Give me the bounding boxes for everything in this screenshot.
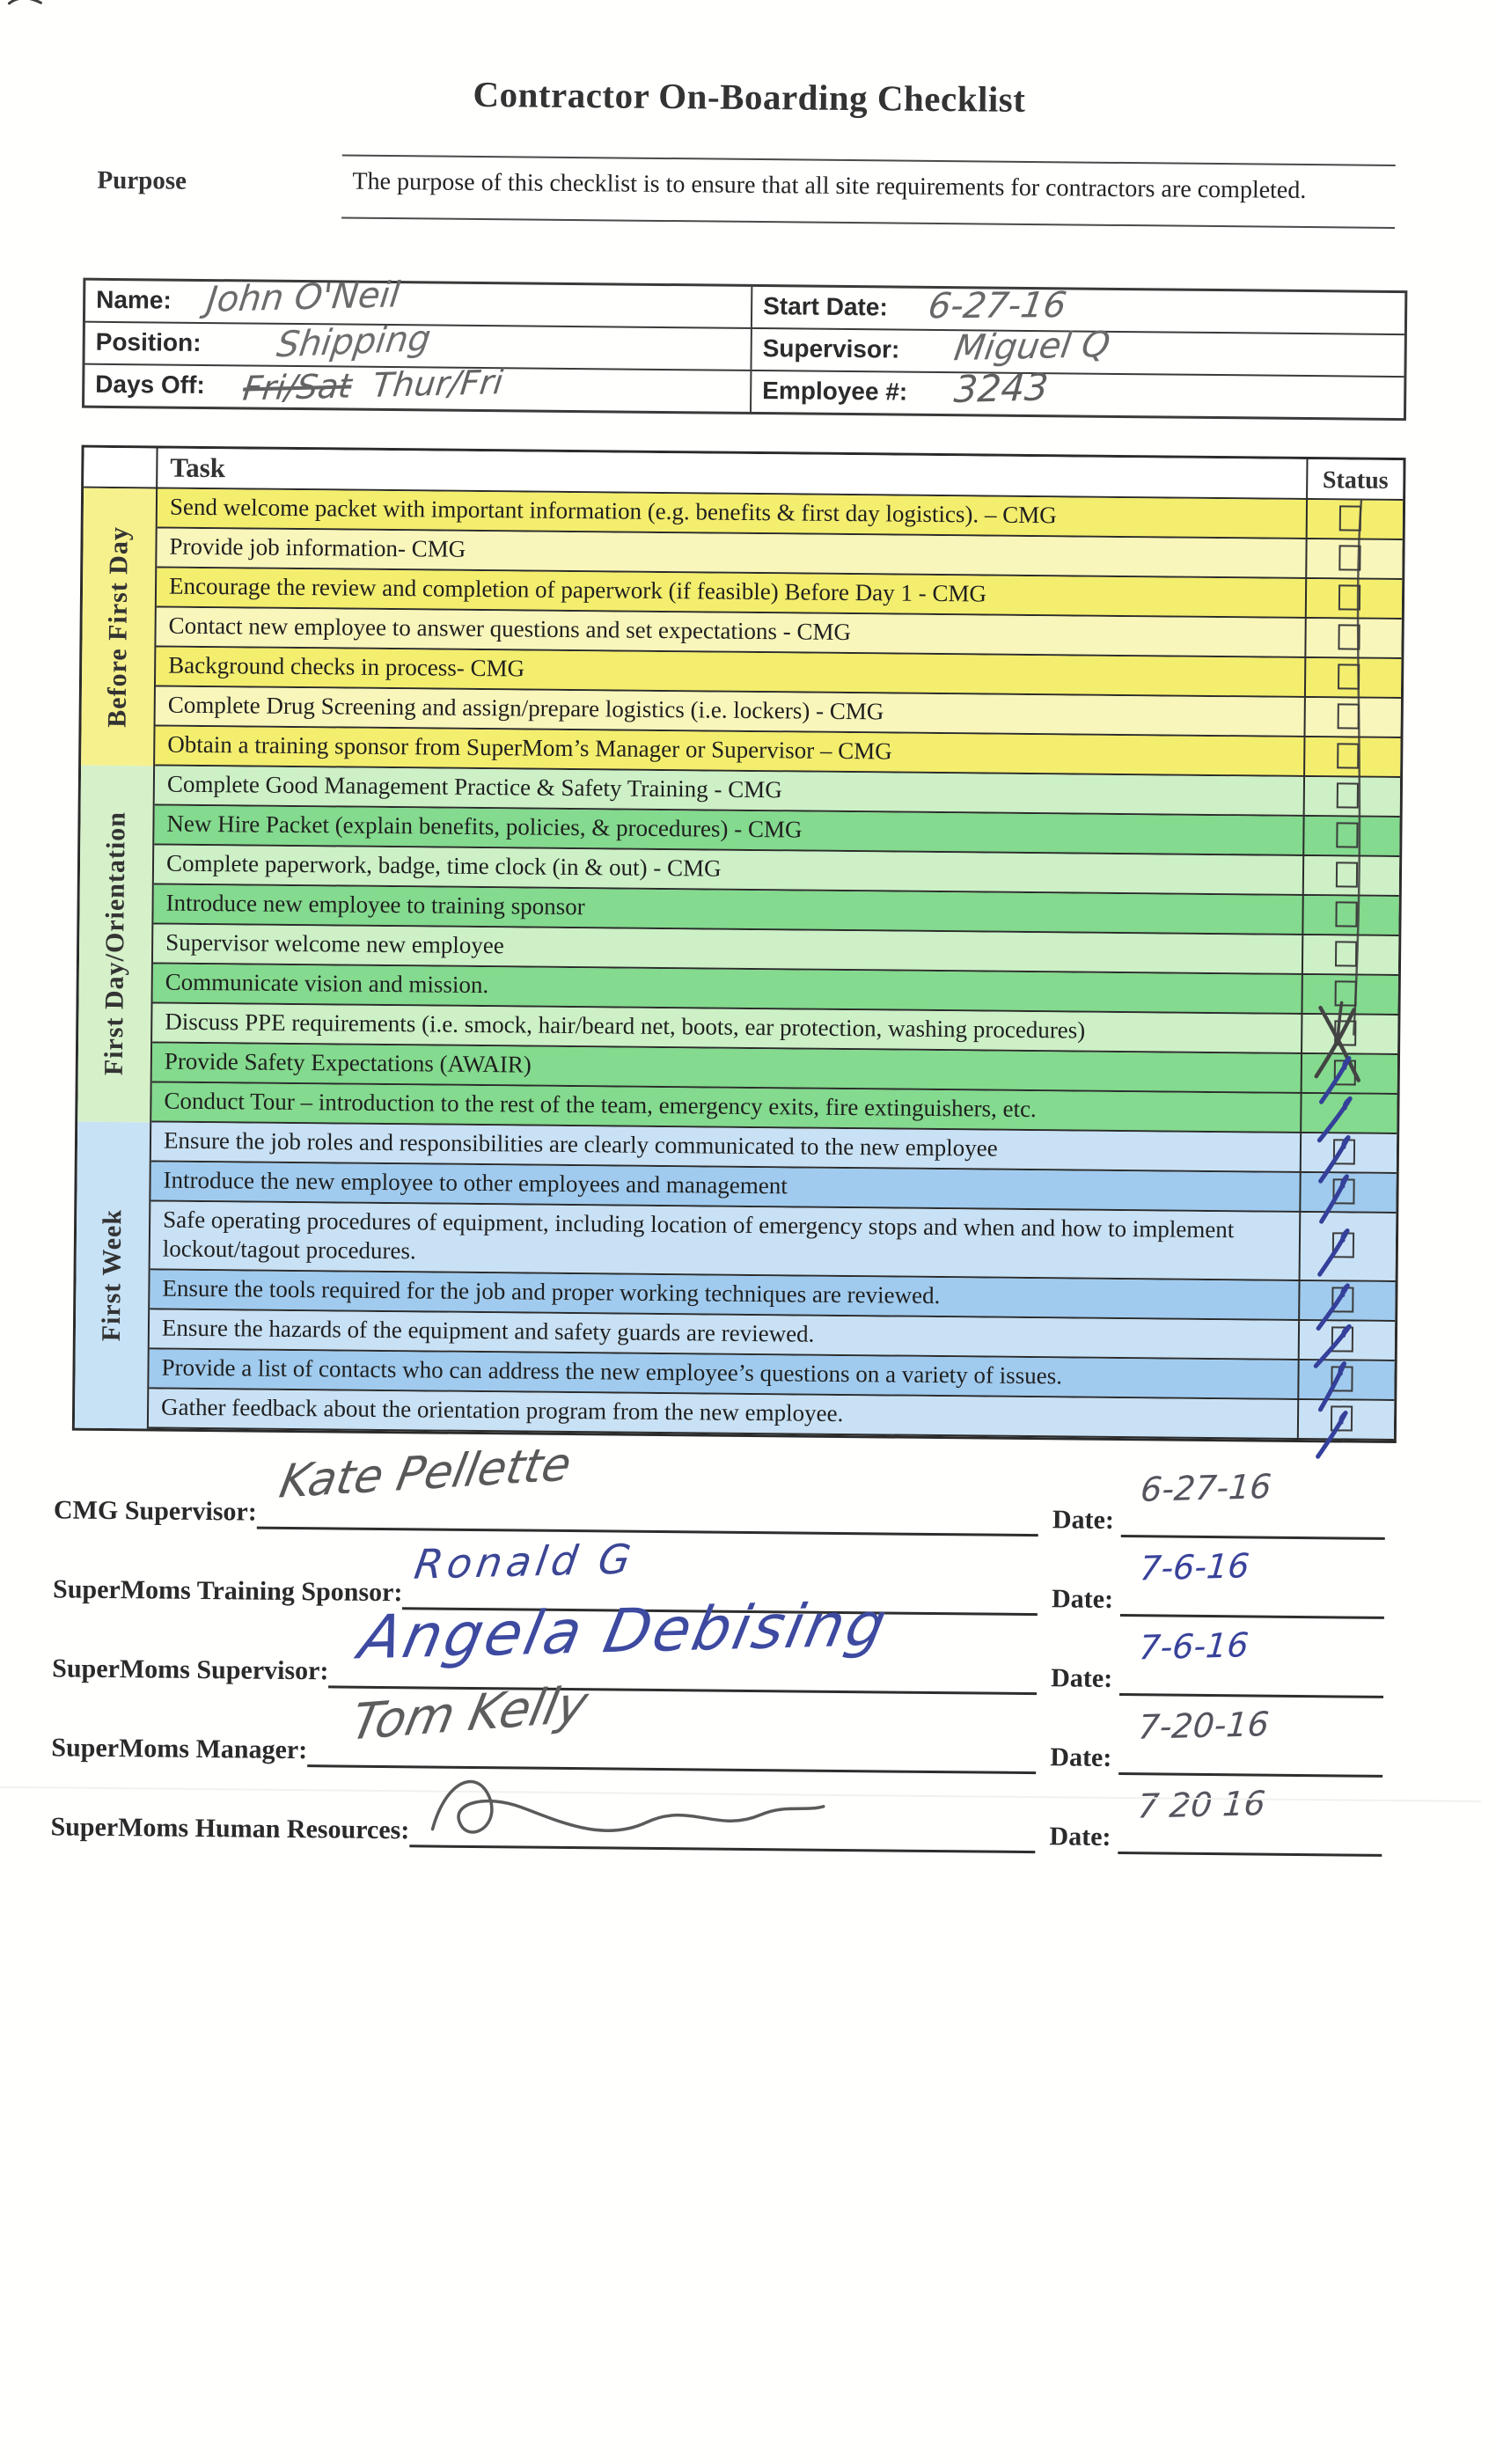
status-cell[interactable] xyxy=(1302,1054,1397,1093)
start-date-handwritten-value: 6-27-16 xyxy=(925,284,1069,327)
task-text: Safe operating procedures of equipment, including location of emergency stops and when and how to implement lockout/tagout procedures. xyxy=(150,1201,1302,1280)
status-cell[interactable] xyxy=(1304,817,1399,855)
days-off-field xyxy=(84,365,752,412)
task-text: Provide Safety Expectations (AWAIR) xyxy=(152,1043,1302,1092)
days-off-struck-value: Fri/Sat xyxy=(240,366,354,408)
cmg-supervisor-signature: Kate Pellette xyxy=(275,1438,576,1509)
date-line xyxy=(1121,1467,1385,1540)
status-cell[interactable] xyxy=(1299,1360,1394,1399)
status-cell[interactable] xyxy=(1300,1281,1395,1320)
status-cell[interactable] xyxy=(1301,1173,1396,1212)
task-text: Complete paperwork, badge, time clock (in & out) - CMG xyxy=(154,845,1304,894)
task-text: Provide job information- CMG xyxy=(157,528,1307,577)
group-header-cell xyxy=(84,448,158,488)
date-label: Date: xyxy=(1052,1505,1115,1535)
name-field xyxy=(85,275,752,327)
task-text: Encourage the review and completion of paperwork (if feasible) Before Day 1 - CMG xyxy=(157,568,1307,617)
status-cell[interactable] xyxy=(1303,935,1398,974)
employee-info-table xyxy=(82,275,1407,421)
days-off-final-value: Thur/Fri xyxy=(370,363,505,405)
cmg-supervisor-signature-line xyxy=(257,1438,1039,1537)
status-cell[interactable] xyxy=(1304,856,1399,895)
employee-number-field xyxy=(752,365,1404,418)
start-date-label: Start Date: xyxy=(763,292,888,321)
status-checkbox[interactable] xyxy=(1331,1326,1353,1352)
status-cell[interactable] xyxy=(1302,1133,1397,1172)
task-text: Discuss PPE requirements (i.e. smock, hair/beard net, boots, ear protection, washing procedures) xyxy=(152,1003,1302,1052)
group-label-first-day-orientation: First Day/Orientation xyxy=(77,766,155,1123)
status-checkbox[interactable] xyxy=(1338,624,1360,649)
status-cell[interactable] xyxy=(1306,658,1401,697)
date-line xyxy=(1119,1625,1383,1698)
human-resources-label: SuperMoms Human Resources: xyxy=(50,1812,410,1845)
task-text: Send welcome packet with important information (e.g. benefits & first day logistics). – CMG xyxy=(158,488,1308,538)
status-checkbox[interactable] xyxy=(1337,743,1359,768)
status-checkbox[interactable] xyxy=(1336,862,1358,887)
supermoms-manager-signature: Tom Kelly xyxy=(346,1675,593,1752)
supermoms-supervisor-signature: Angela Debising xyxy=(353,1589,895,1674)
days-off-label: Days Off: xyxy=(95,370,205,399)
employee-number-label: Employee #: xyxy=(762,377,908,406)
task-text: Contact new employee to answer questions and set expectations - CMG xyxy=(156,607,1306,656)
name-handwritten-value: John O'Neil xyxy=(204,275,402,320)
supermoms-manager-label: SuperMoms Manager: xyxy=(51,1733,308,1765)
position-handwritten-value: Shipping xyxy=(274,318,434,366)
date-label: Date: xyxy=(1051,1663,1113,1693)
human-resources-signature-line xyxy=(409,1809,1036,1853)
status-cell[interactable] xyxy=(1301,1213,1397,1280)
section-before-first-day xyxy=(81,488,1403,778)
position-field xyxy=(84,318,752,370)
position-label: Position: xyxy=(95,327,202,356)
task-text: Complete Drug Screening and assign/prepare logistics (i.e. lockers) - CMG xyxy=(156,686,1306,736)
training-sponsor-label: SuperMoms Training Sponsor: xyxy=(52,1574,403,1608)
supervisor-label: Supervisor: xyxy=(762,334,900,363)
employee-number-handwritten-value: 3243 xyxy=(952,365,1051,412)
status-checkbox[interactable] xyxy=(1331,1405,1353,1431)
status-checkbox[interactable] xyxy=(1332,1232,1354,1258)
status-cell[interactable] xyxy=(1305,737,1400,776)
section-first-day-orientation xyxy=(77,766,1400,1134)
task-text: Complete Good Management Practice & Safety Training - CMG xyxy=(155,766,1305,815)
status-checkbox[interactable] xyxy=(1339,505,1361,531)
group-label-first-week: First Week xyxy=(75,1122,151,1429)
task-text: Communicate vision and mission. xyxy=(153,964,1303,1013)
supervisor-handwritten-value: Miguel Q xyxy=(951,324,1113,370)
start-date-field xyxy=(752,284,1404,334)
status-cell[interactable] xyxy=(1306,619,1401,657)
status-checkbox[interactable] xyxy=(1331,1287,1353,1312)
date-label: Date: xyxy=(1049,1822,1111,1852)
human-resources-date: 7 20 16 xyxy=(1136,1784,1267,1826)
task-text: Background checks in process- CMG xyxy=(156,647,1306,696)
signature-row-cmg-supervisor xyxy=(53,1438,1385,1540)
task-column-header: Task xyxy=(158,448,1308,498)
name-label: Name: xyxy=(96,285,172,314)
status-checkbox[interactable] xyxy=(1333,1139,1355,1164)
supermoms-supervisor-date: 7-6-16 xyxy=(1137,1625,1250,1668)
task-text: Supervisor welcome new employee xyxy=(153,924,1303,973)
date-label: Date: xyxy=(1050,1742,1112,1772)
days-off-handwritten-value xyxy=(241,363,505,408)
task-text: Conduct Tour – introduction to the rest of the team, emergency exits, fire extinguishers, etc. xyxy=(151,1082,1302,1132)
task-text: Ensure the tools required for the job and proper working techniques are reviewed. xyxy=(150,1270,1300,1319)
training-sponsor-signature: Ronald G xyxy=(411,1535,639,1588)
human-resources-signature-squiggle xyxy=(422,1760,836,1852)
supermoms-supervisor-label: SuperMoms Supervisor: xyxy=(52,1654,329,1686)
signature-row-human-resources xyxy=(50,1784,1382,1857)
scan-artifact-mark xyxy=(5,0,49,12)
task-text: Obtain a training sponsor from SuperMom’s Manager or Supervisor – CMG xyxy=(155,726,1305,775)
status-checkbox[interactable] xyxy=(1336,822,1358,847)
date-label: Date: xyxy=(1051,1584,1114,1614)
task-row xyxy=(150,1201,1397,1282)
task-text: Introduce new employee to training sponsor xyxy=(153,884,1303,934)
status-cell[interactable] xyxy=(1300,1321,1395,1360)
section-first-week xyxy=(75,1122,1397,1441)
status-cell[interactable] xyxy=(1299,1400,1394,1439)
status-checkbox[interactable] xyxy=(1337,782,1359,808)
supervisor-field xyxy=(752,324,1404,376)
status-cell[interactable] xyxy=(1308,500,1403,539)
status-checkbox[interactable] xyxy=(1338,664,1360,689)
task-text: Ensure the job roles and responsibilities are clearly communicated to the new employee xyxy=(151,1122,1302,1171)
group-label-before-first-day: Before First Day xyxy=(81,488,158,766)
status-checkbox[interactable] xyxy=(1332,1178,1354,1204)
status-cell[interactable] xyxy=(1305,698,1400,737)
status-cell[interactable] xyxy=(1305,777,1400,816)
task-text: New Hire Packet (explain benefits, policies, & procedures) - CMG xyxy=(154,805,1304,854)
date-line xyxy=(1118,1784,1382,1857)
task-text: Gather feedback about the orientation program from the new employee. xyxy=(149,1389,1299,1438)
task-text: Ensure the hazards of the equipment and safety guards are reviewed. xyxy=(150,1309,1300,1359)
status-cell[interactable] xyxy=(1307,539,1402,578)
date-line xyxy=(1118,1705,1382,1778)
date-line xyxy=(1120,1546,1384,1619)
status-cell[interactable] xyxy=(1302,975,1397,1014)
status-checkbox[interactable] xyxy=(1335,941,1357,966)
status-checkbox[interactable] xyxy=(1331,1366,1353,1391)
status-column-header: Status xyxy=(1322,466,1389,495)
status-checkbox[interactable] xyxy=(1338,584,1360,610)
purpose-section xyxy=(97,152,1396,229)
training-sponsor-date: 7-6-16 xyxy=(1138,1546,1251,1588)
purpose-text: The purpose of this checklist is to ensure that all site requirements for contractors are completed. xyxy=(341,154,1396,228)
status-checkbox[interactable] xyxy=(1334,1060,1356,1085)
cmg-supervisor-label: CMG Supervisor: xyxy=(53,1495,257,1527)
status-cell[interactable] xyxy=(1302,1015,1397,1053)
signature-block xyxy=(50,1438,1385,1857)
status-checkbox[interactable] xyxy=(1335,980,1357,1006)
task-text: Introduce the new employee to other employees and management xyxy=(150,1162,1301,1211)
onboarding-checklist-table xyxy=(72,445,1406,1443)
status-cell[interactable] xyxy=(1302,1094,1397,1133)
cmg-supervisor-date: 6-27-16 xyxy=(1139,1467,1273,1509)
page-title: Contractor On-Boarding Checklist xyxy=(473,73,1026,120)
status-checkbox[interactable] xyxy=(1335,901,1357,927)
status-checkbox[interactable] xyxy=(1338,703,1360,729)
purpose-label: Purpose xyxy=(97,165,187,195)
status-checkbox[interactable] xyxy=(1338,545,1360,570)
supermoms-manager-date: 7-20-16 xyxy=(1136,1705,1271,1747)
task-text: Provide a list of contacts who can address the new employee’s questions on a variety of issues. xyxy=(149,1349,1299,1398)
status-checkbox[interactable] xyxy=(1334,1020,1356,1045)
status-cell[interactable] xyxy=(1307,579,1402,618)
status-cell[interactable] xyxy=(1303,896,1398,935)
